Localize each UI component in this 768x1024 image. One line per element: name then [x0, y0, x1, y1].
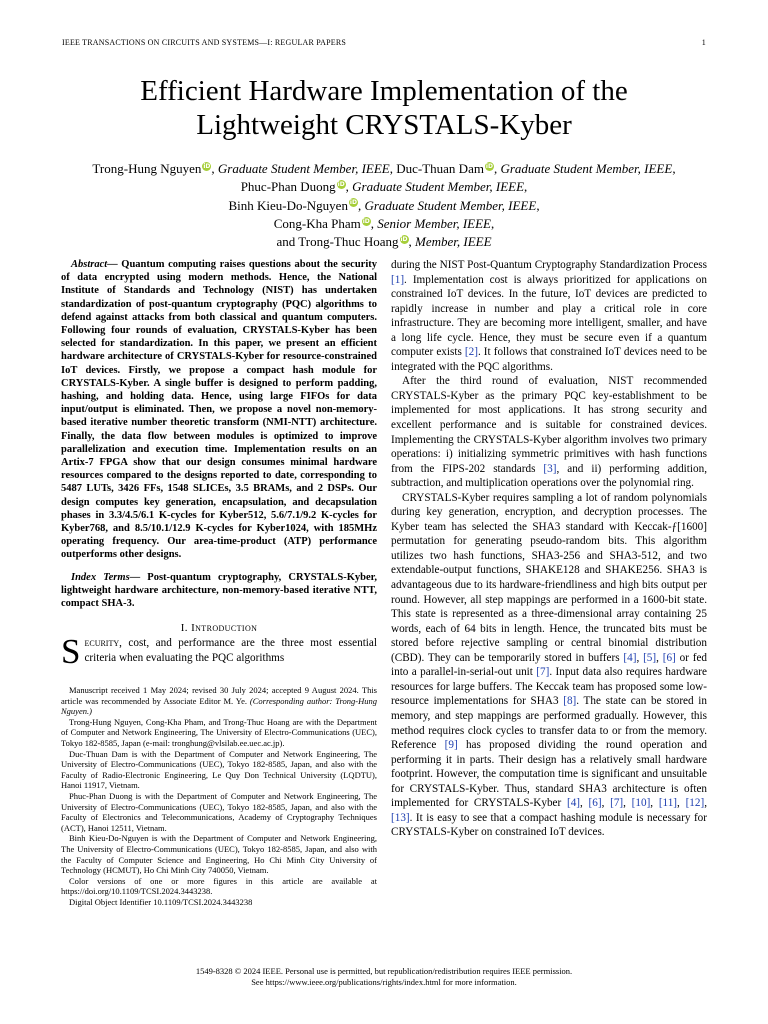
reference-link[interactable]: [12]: [685, 797, 705, 810]
copyright-line-1: 1549-8328 © 2024 IEEE. Personal use is permitted, but republication/redistribution requires IEEE permission.: [195, 966, 573, 976]
reference-link[interactable]: [7]: [610, 797, 624, 810]
author-membership: Graduate Student Member, IEEE: [217, 161, 390, 176]
author-conjunction: and: [276, 234, 296, 250]
orcid-icon[interactable]: iD: [349, 199, 357, 207]
reference-link[interactable]: [3]: [543, 462, 557, 475]
author-membership: Graduate Student Member, IEEE: [500, 161, 673, 176]
reference-link[interactable]: [6]: [662, 651, 676, 664]
reference-link[interactable]: [2]: [464, 346, 478, 359]
body-text: . Input data also requires hardware resources for large buffers. The Keccak team has proposed some low-resource implementations for SHA3: [391, 666, 707, 708]
title-line-1: Efficient Hardware Implementation of the: [140, 75, 628, 107]
orcid-icon[interactable]: iD: [203, 162, 211, 170]
author-name: Trong-Thuc Hoang: [298, 234, 399, 250]
body-paragraph: [391, 374, 707, 490]
orcid-icon[interactable]: iD: [400, 235, 408, 243]
body-text: ,: [650, 797, 659, 810]
orcid-icon[interactable]: iD: [485, 162, 493, 170]
copyright-notice: [40, 966, 728, 988]
section-heading: [61, 622, 377, 634]
title-line-2: Lightweight CRYSTALS-Kyber: [196, 109, 572, 141]
footnote: Digital Object Identifier 10.1109/TCSI.2024.3443238: [69, 896, 253, 907]
footnotes: [61, 685, 377, 907]
reference-link[interactable]: [1]: [391, 273, 405, 286]
author-membership: Senior Member, IEEE: [377, 215, 491, 231]
intro-caps: ecurity: [84, 637, 120, 650]
author-list: [40, 160, 728, 251]
section-title: Introduction: [191, 622, 258, 635]
body-paragraph: [391, 491, 707, 840]
reference-link[interactable]: [10]: [631, 797, 651, 810]
abstract-label: Abstract: [71, 259, 108, 270]
abstract-text: Quantum computing raises questions about the security of data encrypted using modern methods. Hence, the National Institute of Standards and Technology (NIST) has undertaken standardization of post-quantum cryptography (PQC) algorithms to defend against attacks from both classical and quantum computers. Following four rounds of evaluation, CRYSTALS-Kyber has been selected for standardization. In this paper, we present an efficient hardware architecture of CRYSTALS-Kyber for resource-constrained IoT devices. Firstly, we propose a compact hash module for CRYSTALS-Kyber. A single buffer is designed to perform padding, hashing, and holding data. Hence, using large FIFOs for data input/output is eliminated. Then, we propose a novel non-memory-based iterative number theoretic transform (NMI-NTT) architecture. Finally, the data flow between modules is optimized to improve parallelization and execution time. Implementation results on an Artix-7 FPGA show that our design consumes minimal hardware resources compared to the designs reported to date, corresponding to 5487 LUTs, 3426 FFs, 1548 SLICEs, 3.5 BRAMs, and 2 DSPs. Our design computes key generation, encapsulation, and decapsulation phases in 3.3/4.5/6.1 K-cycles for Kyber512, 5.6/7.1/9.2 K-cycles for Kyber768, and 8.5/10.1/12.9 K-cycles for Kyber1024, with 185MHz operating frequency. Our area-time-product (ATP) performance outperforms other designs.: [61, 259, 377, 561]
author-membership: Graduate Student Member, IEEE: [352, 179, 525, 195]
footnote: Binh Kieu-Do-Nguyen is with the Department of Computer and Network Engineering, The University of Electro-Communications (UEC), Tokyo 182-8585, Japan, and also with the Faculty of Computer Science and Engineering, Ho Chi Minh City University of Technology (HCMUT), Ho Chi Minh City 740050, Vietnam.: [61, 833, 377, 876]
body-text: ,: [704, 797, 707, 810]
orcid-icon[interactable]: iD: [337, 180, 345, 188]
abstract: Abstract— Quantum computing raises questions about the security of data encrypted using modern methods. Hence, the National Institute of Standards and Technology (NIST) has undertaken standardization of post-quantum cryptography (PQC) algorithms to defend against attacks from both classical and quantum computers. Following four rounds of evaluation, CRYSTALS-Kyber has been selected for standardization. In this paper, we present an efficient hardware architecture of CRYSTALS-Kyber for resource-constrained IoT devices. Firstly, we propose a compact hash module for CRYSTALS-Kyber. A single buffer is designed to perform padding, hashing, and holding data. Hence, using large FIFOs for data input/output is eliminated. Then, we propose a novel non-memory-based iterative number theoretic transform (NMI-NTT) architecture. Finally, the data flow between modules is optimized to improve parallelization and execution time. Implementation results on an Artix-7 FPGA show that our design consumes minimal hardware resources compared to the designs reported to date, corresponding to 5487 LUTs, 3426 FFs, 1548 SLICEs, 3.5 BRAMs, and 2 DSPs. Our design computes key generation, encapsulation, and decapsulation phases in 3.3/4.5/6.1 K-cycles for Kyber512, 5.6/7.1/9.2 K-cycles for Kyber768, and 8.5/10.1/12.9 K-cycles for Kyber1024, with 185MHz operating frequency. Our area-time-product (ATP) performance outperforms other designs.: [61, 259, 377, 561]
left-column: [61, 258, 377, 672]
author-line: Binh Kieu-Do-Nguyen iD, Graduate Student Member, IEEE,: [228, 197, 540, 213]
footnote: Color versions of one or more figures in this article are available at https://doi.org/10.1109/TCSI.2024.3443238.: [61, 875, 377, 897]
author-line: and Trong-Thuc Hoang iD, Member, IEEE: [276, 234, 492, 250]
footnote: Trong-Hung Nguyen, Cong-Kha Pham, and Trong-Thuc Hoang are with the Department of Computer and Network Engineering, The University of Electro-Communications (UEC), Tokyo 182-8585, Japan (e-mail: tronghung@vlsilab.ee.uec.ac.jp).: [61, 716, 377, 748]
reference-link[interactable]: [7]: [536, 666, 550, 679]
author-line: Phuc-Phan Duong iD, Graduate Student Member, IEEE,: [240, 179, 528, 195]
intro-text: , cost, and performance are the three most essential criteria when evaluating the PQC algorithms: [84, 637, 377, 664]
body-paragraph: [391, 258, 707, 374]
body-text: ,: [601, 797, 611, 810]
reference-link[interactable]: [9]: [444, 739, 458, 752]
reference-link[interactable]: [11]: [658, 797, 678, 810]
reference-link[interactable]: [4]: [566, 797, 581, 810]
intro-paragraph: [61, 632, 377, 672]
orcid-icon[interactable]: iD: [362, 217, 370, 225]
reference-link[interactable]: [8]: [563, 695, 577, 708]
body-text: during the NIST Post-Quantum Cryptography Standardization Process: [391, 259, 707, 271]
page-number: 1: [701, 38, 706, 47]
index-terms-text: Post-quantum cryptography, CRYSTALS-Kyber, lightweight hardware architecture, non-memory-based iterative NTT, compact SHA-3.: [61, 571, 377, 610]
footnote: Duc-Thuan Dam is with the Department of Computer and Network Engineering, The University of Electro-Communications (UEC), Tokyo 182-8585, Japan, and also with the Faculty of Radio-Electronic Engineering, Le Quy Don Technical University (LQDTU), Hanoi 11917, Vietnam.: [61, 748, 377, 791]
author-line: Trong-Hung Nguyen iD, Graduate Student Member, IEEE, Duc-Thuan Dam iD, Graduate Student Member, IEEE,: [92, 161, 676, 176]
reference-link[interactable]: [5]: [643, 651, 657, 664]
reference-link[interactable]: [13]: [391, 811, 410, 824]
body-text: . It is easy to see that a compact hashing module is necessary for CRYSTALS-Kyber on constrained IoT devices.: [391, 811, 707, 839]
author-name: Phuc-Phan Duong: [240, 179, 336, 195]
right-column: [391, 258, 707, 840]
body-text: ,: [623, 797, 632, 810]
footnote: Manuscript received 1 May 2024; revised 30 July 2024; accepted 9 August 2024. This article was recommended by Associate Editor M. Ye. (Corresponding author: Trong-Hung Nguyen.): [61, 685, 377, 717]
index-terms: Index Terms— Post-quantum cryptography, CRYSTALS-Kyber, lightweight hardware architecture, non-memory-based iterative NTT, compact SHA-3.: [61, 571, 377, 610]
paper-title: [60, 74, 708, 142]
reference-link[interactable]: [6]: [588, 797, 602, 810]
body-text: After the third round of evaluation, NIST recommended CRYSTALS-Kyber as the primary PQC key-establishment to be implemented for most applications. It has strong security and excellent performance and is suitable for constrained devices. Implementing the CRYSTALS-Kyber algorithm involves two primary operations: i) initializing symmetric primitives with hash functions from the FIPS-202 standards: [391, 375, 707, 475]
running-header: [62, 38, 706, 50]
journal-name: IEEE TRANSACTIONS ON CIRCUITS AND SYSTEMS—I: REGULAR PAPERS: [62, 38, 347, 47]
section-number: I.: [180, 622, 188, 635]
body-text: CRYSTALS-Kyber requires sampling a lot of random polynomials during key generation, encryption, and decryption processes. The Kyber team has selected the SHA3 standard with Keccak-ƒ[1600] permutation for generating pseudo-random bits. This algorithm utilizes two hash functions, SHA3-256 and SHA3-512, and two extendable-output functions, SHAKE128 and SHAKE256. SHA3 is advantageous due to its hardware-friendliness and high bits output per round. However, all step mappings are performed in a 1600-bit state. This state is represented as a three-dimensional array containing 25 words, each of 64 bits in length. Hence, the truncated bits must be stored before rejective sampling or central binomial distribution (CBD). They can be temporarily stored in buffers: [391, 491, 707, 664]
author-name: Trong-Hung Nguyen: [92, 161, 202, 176]
body-text: . It follows that constrained IoT devices need to be integrated with the PQC algorithms.: [391, 346, 708, 373]
body-text: ,: [580, 797, 589, 810]
body-text: . The state can be stored in memory, and step mappings are performed gradually. However, this method requires clock cycles to transfer data to or from the memory. Reference: [391, 695, 707, 752]
index-terms-label: Index Terms: [71, 571, 130, 583]
body-text: ,: [636, 651, 644, 664]
copyright-line-2: See https://www.ieee.org/publications/rights/index.html for more information.: [251, 977, 517, 987]
body-text: , and ii) performing addition, subtraction, and multiplication operations over the polynomial ring.: [391, 462, 707, 490]
drop-cap: S: [61, 632, 81, 672]
author-membership: Graduate Student Member, IEEE: [364, 197, 537, 213]
author-line: Cong-Kha Pham iD, Senior Member, IEEE,: [273, 215, 495, 231]
body-text: ,: [677, 797, 686, 810]
reference-link[interactable]: [4]: [623, 651, 637, 664]
body-text: or fed into a parallel-in-serial-out unit: [391, 651, 708, 679]
author-name: Cong-Kha Pham: [273, 215, 361, 231]
body-text: has proposed dividing the round operation and performing it in parts. Their design has a relatively small hardware footprint. However, the computation time is significant and unsuitable for CRYSTALS-Kyber. Thus, standard SHA3 architecture is often implemented for CRYSTALS-Kyber: [391, 739, 708, 810]
footnote: Phuc-Phan Duong is with the Department of Computer and Network Engineering, The University of Electro-Communications (UEC), Tokyo 182-8585, Japan, and also with the Faculty of Electronics and Telecommunications, Academy of Cryptography Techniques (ACT), Hanoi 12511, Vietnam.: [61, 790, 377, 833]
body-text: ,: [656, 651, 663, 664]
author-name: Binh Kieu-Do-Nguyen: [228, 197, 348, 213]
author-name: Duc-Thuan Dam: [396, 161, 484, 176]
author-membership: Member, IEEE: [415, 234, 492, 250]
body-text: . Implementation cost is always prioritized for applications on constrained IoT devices. In the future, IoT devices are predicted to rapidly increase in number and play a critical role in core infrastructure. They are becoming more intelligent, smaller, and have a long life cycle. Hence, they must be secure even if a quantum computer exists: [391, 273, 707, 359]
